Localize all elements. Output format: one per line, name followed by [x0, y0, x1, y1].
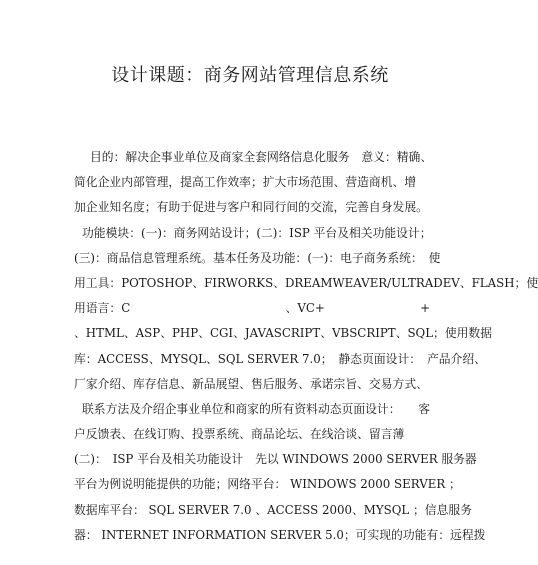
paragraph-line: 联系方法及介绍企事业单位和商家的所有资料动态页面设计： 客: [82, 401, 431, 416]
line-segment-right: +: [420, 301, 430, 316]
document-title: 设计课题：商务网站管理信息系统: [111, 65, 389, 86]
paragraph-line: 功能模块：(一)：商务网站设计；(二)：ISP 平台及相关功能设计；: [82, 225, 432, 240]
paragraph-line: 库：ACCESS、MYSQL、SQL SERVER 7.0； 静态页面设计： 产品介绍、: [74, 351, 486, 366]
paragraph-line: 简化企业内部管理，提高工作效率；扩大市场范围、营造商机、增: [74, 175, 417, 190]
paragraph-line: (二)： ISP 平台及相关功能设计 先以 WINDOWS 2000 SERVER 服务器: [74, 452, 477, 467]
document-body: [74, 145, 538, 548]
paragraph-line: 目的：解决企事业单位及商家全套网络信息化服务 意义：精确、: [90, 150, 433, 164]
paragraph-line: 数据库平台： SQL SERVER 7.0 、ACCESS 2000、MYSQL ；信息服务: [74, 502, 472, 517]
paragraph-line: 户反馈表、在线订购、投票系统、商品论坛、在线洽谈、留言薄: [74, 427, 405, 442]
line-segment-left: 用语言：C: [74, 301, 131, 316]
line-segment-middle: 、VC+: [285, 301, 325, 316]
paragraph-line: (三)：商品信息管理系统。基本任务及功能：(一)：电子商务系统： 使: [74, 250, 441, 265]
paragraph-line: 平台为例说明能提供的功能；网络平台： WINDOWS 2000 SERVER ；: [74, 477, 461, 492]
paragraph-line: 、HTML、ASP、PHP、CGI、JAVASCRIPT、VBSCRIPT、SQL；使用数据: [74, 326, 493, 341]
paragraph-line: 用工具：POTOSHOP、FIRWORKS、DREAMWEAVER/ULTRADEV、FLASH；使: [74, 275, 538, 290]
paragraph-line: 器： INTERNET INFORMATION SERVER 5.0；可实现的功能有：远程拨: [74, 527, 486, 542]
paragraph-line-justified: [74, 296, 430, 321]
paragraph-line: 加企业知名度；有助于促进与客户和同行间的交流，完善自身发展。: [74, 200, 428, 215]
paragraph-line: 厂家介绍、库存信息、新品展望、售后服务、承诺宗旨、交易方式、: [74, 376, 428, 391]
